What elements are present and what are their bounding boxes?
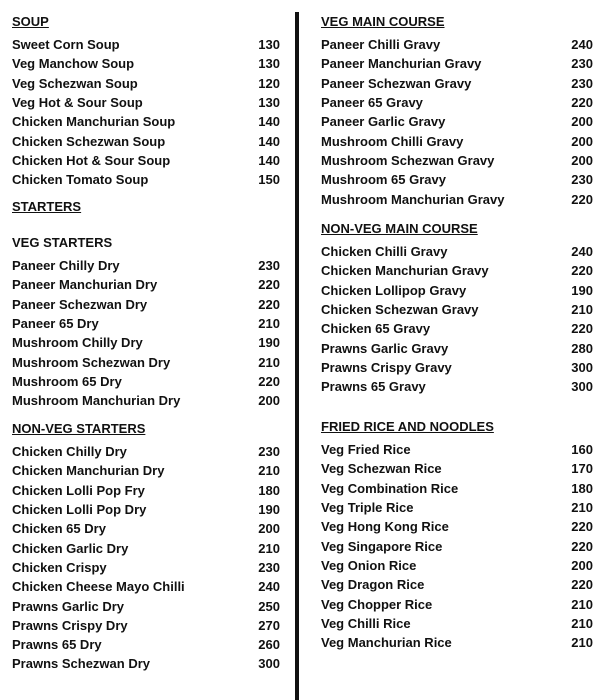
menu-item-price: 200 [571, 152, 593, 168]
menu-item [321, 338, 593, 357]
section-heading: NON-VEG STARTERS [12, 421, 146, 436]
menu-item-name: Mushroom Schezwan Gravy [321, 152, 495, 168]
menu-section-veg-starters [12, 233, 280, 410]
menu-item-price: 220 [571, 191, 593, 207]
menu-item-name: Veg Hong Kong Rice [321, 519, 449, 535]
menu-item-price: 240 [571, 244, 593, 260]
menu-item [12, 616, 280, 635]
menu-item-price: 300 [571, 379, 593, 395]
menu-item [321, 575, 593, 594]
menu-section-non-veg-starters [12, 419, 280, 674]
menu-item [321, 131, 593, 150]
menu-item-name: Sweet Corn Soup [12, 37, 120, 53]
menu-item-name: Chicken Lolli Pop Dry [12, 502, 147, 518]
menu-item-price: 210 [258, 316, 280, 332]
menu-item-price: 140 [258, 133, 280, 149]
section-heading: FRIED RICE AND NOODLES [321, 419, 494, 434]
menu-item-price: 210 [258, 354, 280, 370]
section-heading: STARTERS [12, 199, 82, 214]
menu-item-price: 200 [258, 393, 280, 409]
menu-item-price: 200 [571, 557, 593, 573]
menu-item-name: Chicken Hot & Sour Soup [12, 152, 171, 168]
menu-item [12, 352, 280, 371]
menu-item [12, 93, 280, 112]
menu-item [12, 538, 280, 557]
menu-item-price: 220 [571, 321, 593, 337]
menu-item-name: Veg Chilli Rice [321, 615, 411, 631]
menu-item-price: 130 [258, 37, 280, 53]
menu-item-price: 300 [258, 656, 280, 672]
menu-item [321, 633, 593, 652]
menu-item-price: 200 [258, 521, 280, 537]
menu-item-price: 220 [571, 577, 593, 593]
menu-item-name: Chicken Manchurian Dry [12, 463, 165, 479]
menu-item [12, 596, 280, 615]
menu-item-name: Veg Schezwan Soup [12, 75, 138, 91]
menu-item-name: Paneer Chilly Dry [12, 258, 120, 274]
menu-item-price: 140 [258, 114, 280, 130]
menu-item-name: Chicken Cheese Mayo Chilli [12, 579, 185, 595]
menu-item [321, 377, 593, 396]
menu-item [12, 295, 280, 314]
menu-item [12, 170, 280, 189]
menu-item [321, 498, 593, 517]
menu-item-name: Paneer 65 Gravy [321, 95, 423, 111]
menu-item-name: Mushroom 65 Gravy [321, 172, 446, 188]
menu-item-price: 200 [571, 133, 593, 149]
section-heading: NON-VEG MAIN COURSE [321, 221, 478, 236]
menu-item-price: 220 [258, 373, 280, 389]
menu-item-name: Chicken Chilly Dry [12, 444, 127, 460]
menu-item-price: 210 [258, 463, 280, 479]
menu-item-name: Chicken Manchurian Soup [12, 114, 176, 130]
menu-item-price: 220 [258, 296, 280, 312]
menu-item-price: 270 [258, 617, 280, 633]
menu-item-price: 190 [258, 335, 280, 351]
menu-item-name: Chicken Garlic Dry [12, 540, 129, 556]
menu-item-price: 230 [258, 559, 280, 575]
menu-item-name: Chicken Chilli Gravy [321, 244, 448, 260]
menu-item-name: Mushroom Chilly Dry [12, 335, 143, 351]
menu-item-price: 150 [258, 172, 280, 188]
menu-item-name: Veg Combination Rice [321, 480, 459, 496]
menu-item-price: 180 [258, 482, 280, 498]
menu-item-name: Veg Hot & Sour Soup [12, 95, 143, 111]
menu-item [12, 391, 280, 410]
menu-item-price: 160 [571, 442, 593, 458]
menu-item [321, 93, 593, 112]
menu-item-name: Paneer Schezwan Gravy [321, 75, 472, 91]
menu-item-name: Paneer Manchurian Dry [12, 277, 158, 293]
menu-item [12, 461, 280, 480]
menu-item-name: Veg Schezwan Rice [321, 461, 442, 477]
menu-item-price: 260 [258, 637, 280, 653]
menu-item-name: Veg Onion Rice [321, 557, 417, 573]
menu-item [12, 74, 280, 93]
menu-item-price: 130 [258, 56, 280, 72]
menu-item [321, 459, 593, 478]
menu-item [321, 261, 593, 280]
menu-item-name: Paneer Chilli Gravy [321, 37, 441, 53]
menu-item-price: 240 [258, 579, 280, 595]
menu-item-name: Chicken Lollipop Gravy [321, 282, 467, 298]
menu-item [12, 54, 280, 73]
menu-item [12, 442, 280, 461]
menu-item-price: 210 [258, 540, 280, 556]
menu-item-price: 120 [258, 75, 280, 91]
menu-item-name: Chicken Crispy [12, 559, 107, 575]
section-heading: VEG MAIN COURSE [321, 14, 445, 29]
menu-item-name: Veg Manchow Soup [12, 56, 135, 72]
menu-item-name: Prawns 65 Gravy [321, 379, 426, 395]
menu-item [12, 256, 280, 275]
menu-item-price: 220 [571, 538, 593, 554]
menu-item [321, 112, 593, 131]
menu-item-price: 170 [571, 461, 593, 477]
menu-item [321, 189, 593, 208]
menu-item-price: 230 [258, 258, 280, 274]
menu-section-fried-rice-and-noodles [321, 417, 593, 652]
menu-item [12, 654, 280, 673]
menu-section-starters [12, 197, 280, 216]
menu-item [12, 35, 280, 54]
menu-item-name: Mushroom Manchurian Gravy [321, 191, 505, 207]
menu-item-price: 230 [571, 75, 593, 91]
menu-item-name: Paneer 65 Dry [12, 316, 99, 332]
menu-item-name: Prawns Garlic Dry [12, 598, 124, 614]
menu-item-name: Chicken Schezwan Soup [12, 133, 166, 149]
menu-item-price: 210 [571, 635, 593, 651]
menu-item [12, 500, 280, 519]
menu-item [12, 131, 280, 150]
menu-item [12, 314, 280, 333]
menu-item-price: 220 [571, 95, 593, 111]
section-heading: SOUP [12, 14, 49, 29]
menu-item-price: 300 [571, 359, 593, 375]
menu-item [321, 151, 593, 170]
menu-item [321, 300, 593, 319]
menu-item-name: Prawns Crispy Dry [12, 617, 128, 633]
menu-item-price: 130 [258, 95, 280, 111]
menu-item-price: 280 [571, 340, 593, 356]
menu-section-veg-main-course [321, 12, 593, 209]
section-heading: VEG STARTERS [12, 235, 113, 250]
menu-item-name: Paneer Schezwan Dry [12, 296, 148, 312]
menu-item-price: 220 [258, 277, 280, 293]
menu-item-name: Prawns 65 Dry [12, 637, 102, 653]
menu-item-price: 240 [571, 37, 593, 53]
menu-item-name: Chicken Lolli Pop Fry [12, 482, 145, 498]
menu-item [12, 558, 280, 577]
menu-item [321, 517, 593, 536]
menu-item-price: 220 [571, 519, 593, 535]
menu-item [12, 151, 280, 170]
menu-item-name: Mushroom Schezwan Dry [12, 354, 171, 370]
menu-item-price: 210 [571, 500, 593, 516]
menu-item-name: Veg Manchurian Rice [321, 635, 452, 651]
menu-item-name: Paneer Manchurian Gravy [321, 56, 482, 72]
menu-item-name: Chicken 65 Dry [12, 521, 106, 537]
menu-item [321, 54, 593, 73]
menu-item-price: 190 [571, 282, 593, 298]
menu-item [12, 519, 280, 538]
menu-item-price: 190 [258, 502, 280, 518]
menu-item-name: Veg Chopper Rice [321, 596, 433, 612]
menu-item-price: 230 [571, 172, 593, 188]
menu-item [321, 594, 593, 613]
menu-item [12, 112, 280, 131]
menu-section-soup [12, 12, 280, 189]
menu-item [321, 74, 593, 93]
menu-item [321, 170, 593, 189]
menu-item-price: 180 [571, 480, 593, 496]
column-divider [295, 12, 299, 700]
menu-item-name: Mushroom Chilli Gravy [321, 133, 464, 149]
menu-item-name: Chicken Tomato Soup [12, 172, 149, 188]
menu-item [12, 577, 280, 596]
menu-item-name: Prawns Schezwan Dry [12, 656, 150, 672]
menu-item-name: Chicken Schezwan Gravy [321, 302, 479, 318]
menu-item [321, 319, 593, 338]
menu-item-price: 210 [571, 302, 593, 318]
menu-item [321, 440, 593, 459]
menu-item-name: Prawns Crispy Gravy [321, 359, 452, 375]
menu-item-name: Veg Fried Rice [321, 442, 411, 458]
menu-section-non-veg-main-course [321, 219, 593, 396]
menu-item-name: Prawns Garlic Gravy [321, 340, 449, 356]
menu-item [12, 635, 280, 654]
menu-item [321, 242, 593, 261]
menu-item [321, 35, 593, 54]
menu-item-price: 210 [571, 596, 593, 612]
menu-item-name: Veg Triple Rice [321, 500, 414, 516]
menu-item-price: 250 [258, 598, 280, 614]
menu-item [321, 281, 593, 300]
menu-item [321, 358, 593, 377]
menu-item-name: Chicken 65 Gravy [321, 321, 431, 337]
menu-item-name: Mushroom 65 Dry [12, 373, 122, 389]
menu-item [321, 556, 593, 575]
menu-item-name: Veg Singapore Rice [321, 538, 443, 554]
menu-item-price: 210 [571, 615, 593, 631]
menu-item-name: Mushroom Manchurian Dry [12, 393, 181, 409]
menu-item-name: Veg Dragon Rice [321, 577, 425, 593]
menu-item-name: Paneer Garlic Gravy [321, 114, 446, 130]
menu-item [321, 536, 593, 555]
menu-item-price: 220 [571, 263, 593, 279]
menu-item [12, 481, 280, 500]
menu-item-price: 230 [258, 444, 280, 460]
menu-item [12, 372, 280, 391]
menu-item-price: 230 [571, 56, 593, 72]
menu-item-price: 140 [258, 152, 280, 168]
menu-item-price: 200 [571, 114, 593, 130]
menu-item [321, 614, 593, 633]
menu-item [12, 333, 280, 352]
menu-item-name: Chicken Manchurian Gravy [321, 263, 489, 279]
menu-item [12, 275, 280, 294]
menu-item [321, 479, 593, 498]
